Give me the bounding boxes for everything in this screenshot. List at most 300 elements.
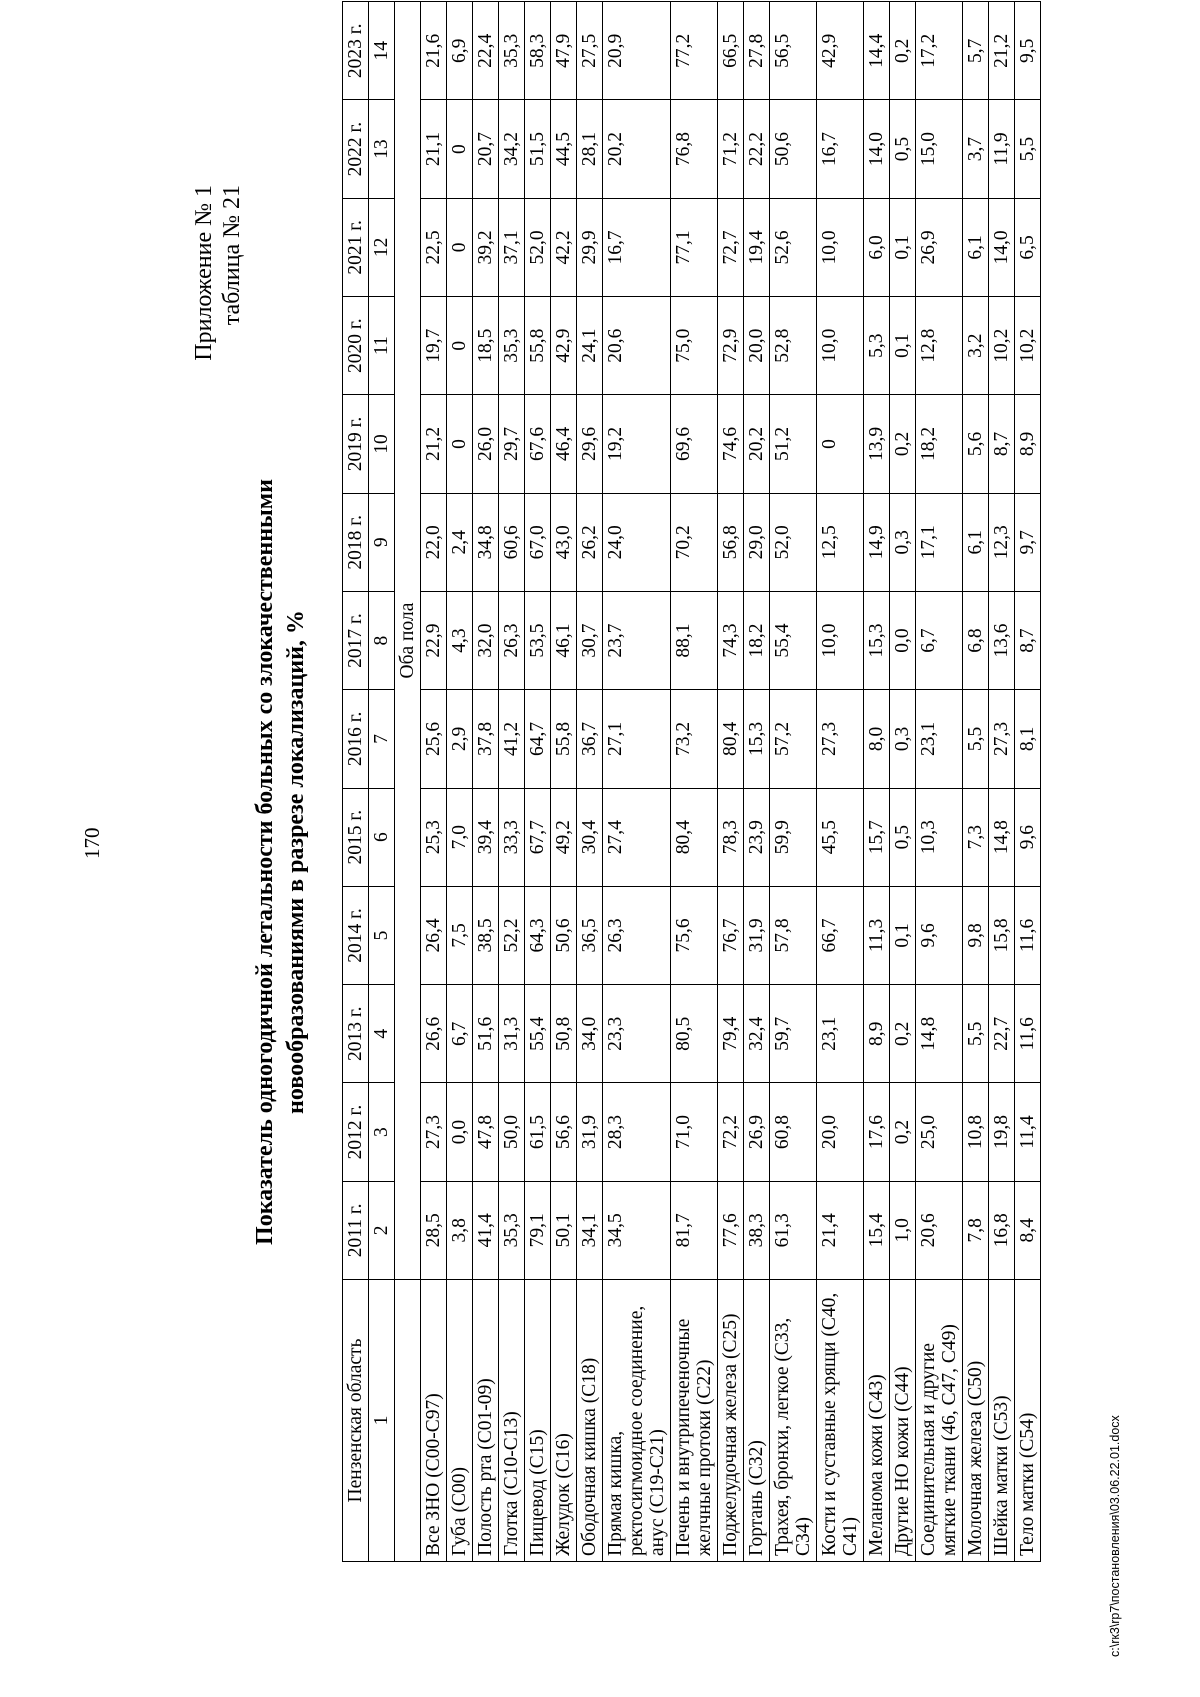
value-cell: 39,4 [473, 788, 499, 886]
value-cell: 14,0 [864, 100, 890, 198]
table-row [744, 2, 770, 1562]
value-cell: 52,2 [499, 886, 525, 984]
value-cell: 72,7 [718, 198, 744, 296]
value-cell: 20,6 [603, 297, 671, 395]
value-cell: 22,2 [744, 100, 770, 198]
value-cell: 35,3 [499, 1181, 525, 1279]
page-number: 170 [80, 827, 104, 859]
value-cell: 71,2 [718, 100, 744, 198]
value-cell: 38,3 [744, 1181, 770, 1279]
column-number: 4 [369, 985, 395, 1083]
value-cell: 50,6 [551, 886, 577, 984]
header-year: 2018 г. [343, 493, 369, 591]
value-cell: 9,6 [916, 886, 963, 984]
value-cell: 51,5 [525, 100, 551, 198]
value-cell: 52,0 [770, 493, 817, 591]
value-cell: 79,1 [525, 1181, 551, 1279]
header-year: 2015 г. [343, 788, 369, 886]
row-label: Соединительная и другие мягкие ткани (46, С47, С49) [916, 1280, 963, 1562]
column-number-row [369, 2, 395, 1562]
column-number: 1 [369, 1280, 395, 1562]
value-cell: 10,2 [1015, 297, 1041, 395]
value-cell: 22,7 [989, 985, 1015, 1083]
value-cell: 11,3 [864, 886, 890, 984]
value-cell: 3,7 [963, 100, 989, 198]
value-cell: 8,0 [864, 690, 890, 788]
value-cell: 8,1 [1015, 690, 1041, 788]
row-label: Ободочная кишка (С18) [577, 1280, 603, 1562]
header-year: 2022 г. [343, 100, 369, 198]
header-year: 2021 г. [343, 198, 369, 296]
table-row [890, 2, 916, 1562]
value-cell: 58,3 [525, 2, 551, 100]
column-number: 13 [369, 100, 395, 198]
value-cell: 29,0 [744, 493, 770, 591]
value-cell: 35,3 [499, 297, 525, 395]
value-cell: 5,3 [864, 297, 890, 395]
value-cell: 19,2 [603, 395, 671, 493]
value-cell: 14,8 [916, 985, 963, 1083]
value-cell: 61,5 [525, 1083, 551, 1181]
value-cell: 74,3 [718, 591, 744, 689]
row-label: Тело матки (С54) [1015, 1280, 1041, 1562]
value-cell: 8,9 [864, 985, 890, 1083]
value-cell: 34,2 [499, 100, 525, 198]
value-cell: 36,7 [577, 690, 603, 788]
value-cell: 20,0 [744, 297, 770, 395]
header-year: 2016 г. [343, 690, 369, 788]
value-cell: 10,0 [817, 591, 864, 689]
value-cell: 8,4 [1015, 1181, 1041, 1279]
value-cell: 0 [447, 100, 473, 198]
value-cell: 36,5 [577, 886, 603, 984]
value-cell: 18,2 [744, 591, 770, 689]
header-year: 2017 г. [343, 591, 369, 689]
value-cell: 10,2 [989, 297, 1015, 395]
value-cell: 23,9 [744, 788, 770, 886]
value-cell: 42,9 [551, 297, 577, 395]
column-number: 14 [369, 2, 395, 100]
value-cell: 7,3 [963, 788, 989, 886]
column-number: 7 [369, 690, 395, 788]
value-cell: 0,3 [890, 493, 916, 591]
value-cell: 30,4 [577, 788, 603, 886]
value-cell: 50,6 [770, 100, 817, 198]
row-label: Меланома кожи (С43) [864, 1280, 890, 1562]
value-cell: 6,1 [963, 493, 989, 591]
value-cell: 76,8 [671, 100, 718, 198]
value-cell: 45,5 [817, 788, 864, 886]
value-cell: 1,0 [890, 1181, 916, 1279]
value-cell: 0 [817, 395, 864, 493]
column-number: 2 [369, 1181, 395, 1279]
document-title [250, 247, 312, 1477]
row-label: Поджелудочная железа (С25) [718, 1280, 744, 1562]
value-cell: 6,9 [447, 2, 473, 100]
value-cell: 27,3 [421, 1083, 447, 1181]
value-cell: 4,3 [447, 591, 473, 689]
header-year: 2012 г. [343, 1083, 369, 1181]
value-cell: 11,4 [1015, 1083, 1041, 1181]
value-cell: 0,5 [890, 100, 916, 198]
value-cell: 50,0 [499, 1083, 525, 1181]
header-year: 2019 г. [343, 395, 369, 493]
value-cell: 76,7 [718, 886, 744, 984]
value-cell: 55,8 [551, 690, 577, 788]
appendix-line-2: таблица № 21 [219, 185, 245, 326]
value-cell: 10,0 [817, 297, 864, 395]
value-cell: 0 [447, 395, 473, 493]
section-label: Оба пола [395, 2, 421, 1280]
table-row [718, 2, 744, 1562]
value-cell: 0,3 [890, 690, 916, 788]
title-line-2: новообразованиями в разрезе локализаций, % [283, 610, 309, 1114]
value-cell: 21,1 [421, 100, 447, 198]
table-row [671, 2, 718, 1562]
row-label: Гортань (С32) [744, 1280, 770, 1562]
appendix-line-1: Приложение № 1 [191, 185, 217, 361]
value-cell: 23,3 [603, 985, 671, 1083]
value-cell: 25,0 [916, 1083, 963, 1181]
value-cell: 26,3 [603, 886, 671, 984]
value-cell: 5,5 [963, 690, 989, 788]
value-cell: 37,8 [473, 690, 499, 788]
value-cell: 79,4 [718, 985, 744, 1083]
table-row [525, 2, 551, 1562]
table-row [603, 2, 671, 1562]
value-cell: 3,8 [447, 1181, 473, 1279]
header-year: 2013 г. [343, 985, 369, 1083]
row-label: Молочная железа (С50) [963, 1280, 989, 1562]
value-cell: 42,9 [817, 2, 864, 100]
table-row [916, 2, 963, 1562]
value-cell: 47,8 [473, 1083, 499, 1181]
value-cell: 72,2 [718, 1083, 744, 1181]
value-cell: 16,7 [603, 198, 671, 296]
column-number: 9 [369, 493, 395, 591]
value-cell: 59,9 [770, 788, 817, 886]
value-cell: 17,2 [916, 2, 963, 100]
table-row [864, 2, 890, 1562]
value-cell: 56,5 [770, 2, 817, 100]
value-cell: 11,6 [1015, 985, 1041, 1083]
value-cell: 22,4 [473, 2, 499, 100]
table-row [421, 2, 447, 1562]
value-cell: 44,5 [551, 100, 577, 198]
value-cell: 19,7 [421, 297, 447, 395]
value-cell: 66,5 [718, 2, 744, 100]
table-row [499, 2, 525, 1562]
column-number: 11 [369, 297, 395, 395]
value-cell: 41,4 [473, 1181, 499, 1279]
value-cell: 21,6 [421, 2, 447, 100]
value-cell: 0,1 [890, 886, 916, 984]
value-cell: 8,9 [1015, 395, 1041, 493]
value-cell: 0,2 [890, 2, 916, 100]
appendix-label [190, 185, 246, 361]
value-cell: 8,7 [1015, 591, 1041, 689]
row-label: Пищевод (С15) [525, 1280, 551, 1562]
value-cell: 9,6 [1015, 788, 1041, 886]
value-cell: 52,0 [525, 198, 551, 296]
value-cell: 33,3 [499, 788, 525, 886]
value-cell: 24,0 [603, 493, 671, 591]
value-cell: 23,1 [916, 690, 963, 788]
value-cell: 47,9 [551, 2, 577, 100]
value-cell: 67,6 [525, 395, 551, 493]
value-cell: 5,5 [963, 985, 989, 1083]
value-cell: 28,1 [577, 100, 603, 198]
value-cell: 27,8 [744, 2, 770, 100]
value-cell: 80,5 [671, 985, 718, 1083]
value-cell: 60,6 [499, 493, 525, 591]
value-cell: 49,2 [551, 788, 577, 886]
value-cell: 0 [447, 297, 473, 395]
value-cell: 18,5 [473, 297, 499, 395]
value-cell: 6,0 [864, 198, 890, 296]
value-cell: 0,1 [890, 297, 916, 395]
value-cell: 52,6 [770, 198, 817, 296]
value-cell: 14,0 [989, 198, 1015, 296]
value-cell: 11,6 [1015, 886, 1041, 984]
value-cell: 5,5 [1015, 100, 1041, 198]
value-cell: 34,8 [473, 493, 499, 591]
value-cell: 53,5 [525, 591, 551, 689]
lethality-table [342, 1, 1041, 1562]
value-cell: 31,3 [499, 985, 525, 1083]
value-cell: 61,3 [770, 1181, 817, 1279]
value-cell: 29,9 [577, 198, 603, 296]
column-number: 3 [369, 1083, 395, 1181]
value-cell: 55,4 [525, 985, 551, 1083]
value-cell: 77,2 [671, 2, 718, 100]
value-cell: 31,9 [577, 1083, 603, 1181]
value-cell: 10,0 [817, 198, 864, 296]
row-label: Печень и внутрипеченочные желчные протоки (С22) [671, 1280, 718, 1562]
header-year: 2011 г. [343, 1181, 369, 1279]
value-cell: 69,6 [671, 395, 718, 493]
value-cell: 46,1 [551, 591, 577, 689]
column-number: 6 [369, 788, 395, 886]
value-cell: 41,2 [499, 690, 525, 788]
table-row [989, 2, 1015, 1562]
value-cell: 31,9 [744, 886, 770, 984]
value-cell: 67,0 [525, 493, 551, 591]
value-cell: 67,7 [525, 788, 551, 886]
value-cell: 56,6 [551, 1083, 577, 1181]
value-cell: 15,0 [916, 100, 963, 198]
value-cell: 16,7 [817, 100, 864, 198]
column-number: 12 [369, 198, 395, 296]
row-label: Глотка (С10-С13) [499, 1280, 525, 1562]
value-cell: 8,7 [989, 395, 1015, 493]
value-cell: 57,8 [770, 886, 817, 984]
value-cell: 64,7 [525, 690, 551, 788]
value-cell: 9,7 [1015, 493, 1041, 591]
header-region: Пензенская область [343, 1280, 369, 1562]
value-cell: 0,2 [890, 985, 916, 1083]
value-cell: 19,4 [744, 198, 770, 296]
table-row [473, 2, 499, 1562]
value-cell: 56,8 [718, 493, 744, 591]
value-cell: 80,4 [718, 690, 744, 788]
title-line-1: Показатель одногодичной летальности больных со злокачественными [252, 479, 278, 1245]
value-cell: 0,2 [890, 395, 916, 493]
value-cell: 14,8 [989, 788, 1015, 886]
value-cell: 66,7 [817, 886, 864, 984]
table-row [770, 2, 817, 1562]
table-row [963, 2, 989, 1562]
value-cell: 37,1 [499, 198, 525, 296]
row-label: Желудок (С16) [551, 1280, 577, 1562]
value-cell: 6,5 [1015, 198, 1041, 296]
value-cell: 13,9 [864, 395, 890, 493]
value-cell: 18,2 [916, 395, 963, 493]
value-cell: 20,0 [817, 1083, 864, 1181]
value-cell: 5,7 [963, 2, 989, 100]
value-cell: 21,4 [817, 1181, 864, 1279]
value-cell: 50,8 [551, 985, 577, 1083]
value-cell: 26,3 [499, 591, 525, 689]
value-cell: 20,6 [916, 1181, 963, 1279]
value-cell: 88,1 [671, 591, 718, 689]
value-cell: 9,5 [1015, 2, 1041, 100]
value-cell: 55,8 [525, 297, 551, 395]
value-cell: 17,6 [864, 1083, 890, 1181]
value-cell: 15,3 [864, 591, 890, 689]
value-cell: 0 [447, 198, 473, 296]
value-cell: 60,8 [770, 1083, 817, 1181]
value-cell: 28,3 [603, 1083, 671, 1181]
value-cell: 20,2 [744, 395, 770, 493]
value-cell: 30,7 [577, 591, 603, 689]
value-cell: 32,4 [744, 985, 770, 1083]
header-row [343, 2, 369, 1562]
value-cell: 70,2 [671, 493, 718, 591]
value-cell: 77,1 [671, 198, 718, 296]
value-cell: 2,9 [447, 690, 473, 788]
value-cell: 72,9 [718, 297, 744, 395]
header-year: 2020 г. [343, 297, 369, 395]
value-cell: 75,6 [671, 886, 718, 984]
value-cell: 24,1 [577, 297, 603, 395]
row-label: Шейка матки (С53) [989, 1280, 1015, 1562]
value-cell: 23,7 [603, 591, 671, 689]
value-cell: 0,2 [890, 1083, 916, 1181]
value-cell: 50,1 [551, 1181, 577, 1279]
header-year: 2014 г. [343, 886, 369, 984]
row-label: Трахея, бронхи, легкое (С33, С34) [770, 1280, 817, 1562]
value-cell: 26,0 [473, 395, 499, 493]
value-cell: 9,8 [963, 886, 989, 984]
value-cell: 78,3 [718, 788, 744, 886]
value-cell: 15,8 [989, 886, 1015, 984]
value-cell: 22,5 [421, 198, 447, 296]
value-cell: 6,8 [963, 591, 989, 689]
value-cell: 21,2 [989, 2, 1015, 100]
value-cell: 27,1 [603, 690, 671, 788]
value-cell: 26,4 [421, 886, 447, 984]
value-cell: 59,7 [770, 985, 817, 1083]
row-label: Кости и суставные хрящи (С40, С41) [817, 1280, 864, 1562]
column-number: 8 [369, 591, 395, 689]
value-cell: 0,5 [890, 788, 916, 886]
file-path-footer: c:\rк3\rp7\постановления\03.06.22.01.docx [1108, 1415, 1122, 1657]
section-empty-cell [395, 1280, 421, 1562]
value-cell: 7,5 [447, 886, 473, 984]
value-cell: 23,1 [817, 985, 864, 1083]
value-cell: 15,7 [864, 788, 890, 886]
table-row [1015, 2, 1041, 1562]
value-cell: 15,4 [864, 1181, 890, 1279]
value-cell: 16,8 [989, 1181, 1015, 1279]
value-cell: 27,5 [577, 2, 603, 100]
table-row [577, 2, 603, 1562]
value-cell: 29,7 [499, 395, 525, 493]
value-cell: 55,4 [770, 591, 817, 689]
value-cell: 35,3 [499, 2, 525, 100]
section-row [395, 2, 421, 1562]
value-cell: 52,8 [770, 297, 817, 395]
value-cell: 26,9 [744, 1083, 770, 1181]
row-label: Прямая кишка, ректосигмоидное соединение, анус (С19-С21) [603, 1280, 671, 1562]
value-cell: 20,7 [473, 100, 499, 198]
value-cell: 71,0 [671, 1083, 718, 1181]
value-cell: 3,2 [963, 297, 989, 395]
value-cell: 2,4 [447, 493, 473, 591]
value-cell: 12,3 [989, 493, 1015, 591]
value-cell: 77,6 [718, 1181, 744, 1279]
value-cell: 17,1 [916, 493, 963, 591]
value-cell: 39,2 [473, 198, 499, 296]
value-cell: 6,7 [447, 985, 473, 1083]
value-cell: 73,2 [671, 690, 718, 788]
column-number: 5 [369, 886, 395, 984]
header-year: 2023 г. [343, 2, 369, 100]
value-cell: 51,6 [473, 985, 499, 1083]
value-cell: 14,9 [864, 493, 890, 591]
value-cell: 34,5 [603, 1181, 671, 1279]
value-cell: 32,0 [473, 591, 499, 689]
value-cell: 0,0 [890, 591, 916, 689]
value-cell: 34,1 [577, 1181, 603, 1279]
value-cell: 11,9 [989, 100, 1015, 198]
table-row [817, 2, 864, 1562]
row-label: Губа (С00) [447, 1280, 473, 1562]
value-cell: 12,8 [916, 297, 963, 395]
value-cell: 20,9 [603, 2, 671, 100]
row-label: Полость рта (С01-09) [473, 1280, 499, 1562]
value-cell: 80,4 [671, 788, 718, 886]
value-cell: 15,3 [744, 690, 770, 788]
value-cell: 28,5 [421, 1181, 447, 1279]
value-cell: 7,8 [963, 1181, 989, 1279]
value-cell: 21,2 [421, 395, 447, 493]
value-cell: 10,8 [963, 1083, 989, 1181]
value-cell: 20,2 [603, 100, 671, 198]
value-cell: 25,6 [421, 690, 447, 788]
table-row [447, 2, 473, 1562]
value-cell: 75,0 [671, 297, 718, 395]
column-number: 10 [369, 395, 395, 493]
value-cell: 29,6 [577, 395, 603, 493]
value-cell: 22,9 [421, 591, 447, 689]
value-cell: 51,2 [770, 395, 817, 493]
value-cell: 43,0 [551, 493, 577, 591]
value-cell: 0,0 [447, 1083, 473, 1181]
table-row [551, 2, 577, 1562]
value-cell: 12,5 [817, 493, 864, 591]
